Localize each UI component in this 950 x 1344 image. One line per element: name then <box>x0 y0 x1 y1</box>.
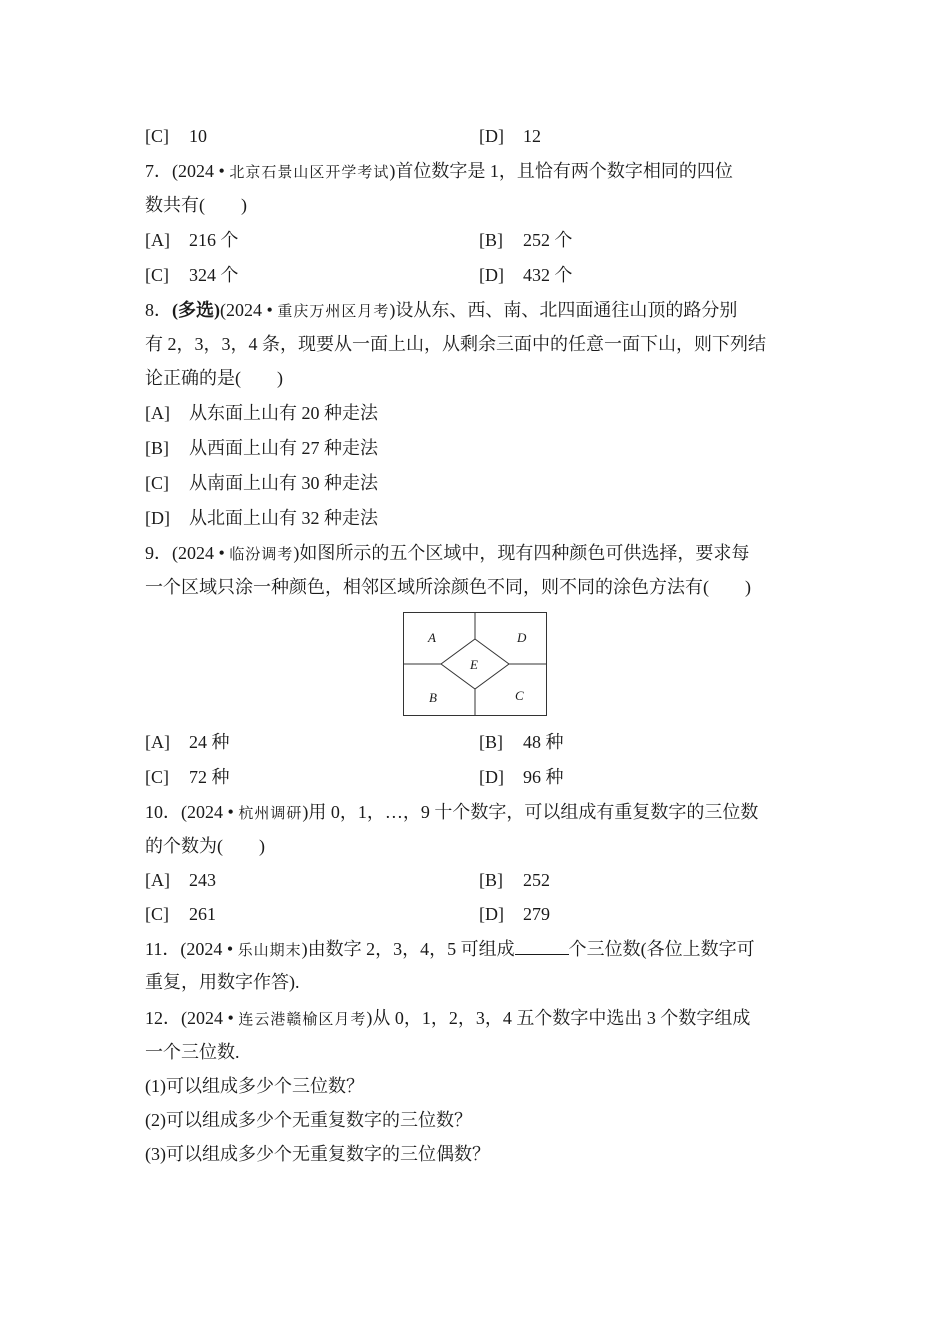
q10-stem-line1: 10．(2024 • 杭州调研)用 0，1，…，9 十个数字，可以组成有重复数字的三位数 <box>145 802 759 822</box>
q8-stem-line2: 有 2，3，3，4 条，现要从一面上山，从剩余三面中的任意一面下山，则下列结 <box>145 334 766 354</box>
q9-option-a: [A] 24 种 <box>145 732 230 752</box>
q7-option-b: [B] 252 个 <box>479 230 573 250</box>
region-diagram <box>403 612 547 716</box>
q9-option-b: [B] 48 种 <box>479 732 564 752</box>
q11-stem-line2: 重复，用数字作答). <box>145 972 300 992</box>
q7-source: 北京石景山区开学考试 <box>229 163 390 181</box>
q7-stem-line2: 数共有( ) <box>145 195 247 215</box>
q8-multi-tag: (多选) <box>172 300 220 320</box>
q12-stem-line1: 12．(2024 • 连云港赣榆区月考)从 0，1，2，3，4 五个数字中选出 3 个数字组成 <box>145 1008 751 1028</box>
q9-stem-line1: 9．(2024 • 临汾调考)如图所示的五个区域中，现有四种颜色可供选择，要求每 <box>145 543 750 563</box>
q8-option-a: [A] 从东面上山有 20 种走法 <box>145 403 378 423</box>
q10-source: 杭州调研 <box>238 804 303 822</box>
region-label-e: E <box>470 657 478 672</box>
q11-answer-blank <box>515 936 569 955</box>
q12-source: 连云港赣榆区月考 <box>238 1010 367 1028</box>
q12-sub-question-3: (3)可以组成多少个无重复数字的三位偶数？ <box>145 1144 490 1164</box>
q8-option-d: [D] 从北面上山有 32 种走法 <box>145 508 378 528</box>
q9-stem-line2: 一个区域只涂一种颜色，相邻区域所涂颜色不同，则不同的涂色方法有( ) <box>145 577 751 597</box>
q10-option-b: [B] 252 <box>479 870 550 890</box>
q6-option-c: [C] 10 <box>145 126 207 146</box>
q10-option-a: [A] 243 <box>145 870 216 890</box>
q8-option-c: [C] 从南面上山有 30 种走法 <box>145 473 378 493</box>
q12-sub-question-2: (2)可以组成多少个无重复数字的三位数？ <box>145 1110 472 1130</box>
region-label-d: D <box>517 630 527 645</box>
q10-option-d: [D] 279 <box>479 904 550 924</box>
q8-option-b: [B] 从西面上山有 27 种走法 <box>145 438 378 458</box>
q9-option-c: [C] 72 种 <box>145 767 230 787</box>
q10-option-c: [C] 261 <box>145 904 216 924</box>
q7-option-a: [A] 216 个 <box>145 230 239 250</box>
q11-stem-line1: 11．(2024 • 乐山期末)由数字 2，3，4，5 可组成 个三位数(各位上数字可 <box>145 936 755 962</box>
q11-source: 乐山期末 <box>237 941 302 959</box>
q8-source: 重庆万州区月考 <box>277 302 390 320</box>
region-label-b: B <box>429 690 437 705</box>
q8-stem-line3: 论正确的是( ) <box>145 368 283 388</box>
region-label-c: C <box>515 688 524 703</box>
q7-option-c: [C] 324 个 <box>145 265 239 285</box>
q7-option-d: [D] 432 个 <box>479 265 573 285</box>
region-label-a: A <box>428 630 436 645</box>
q10-stem-line2: 的个数为( ) <box>145 836 265 856</box>
q9-source: 临汾调考 <box>229 545 294 563</box>
q9-option-d: [D] 96 种 <box>479 767 564 787</box>
q12-stem-line2: 一个三位数. <box>145 1042 240 1062</box>
q6-option-d: [D] 12 <box>479 126 541 146</box>
q12-sub-question-1: (1)可以组成多少个三位数？ <box>145 1076 364 1096</box>
q7-stem-line1: 7．(2024 • 北京石景山区开学考试)首位数字是 1，且恰有两个数字相同的四位 <box>145 161 733 181</box>
q8-stem-line1: 8．(多选)(2024 • 重庆万州区月考)设从东、西、南、北四面通往山顶的路分别 <box>145 300 738 320</box>
